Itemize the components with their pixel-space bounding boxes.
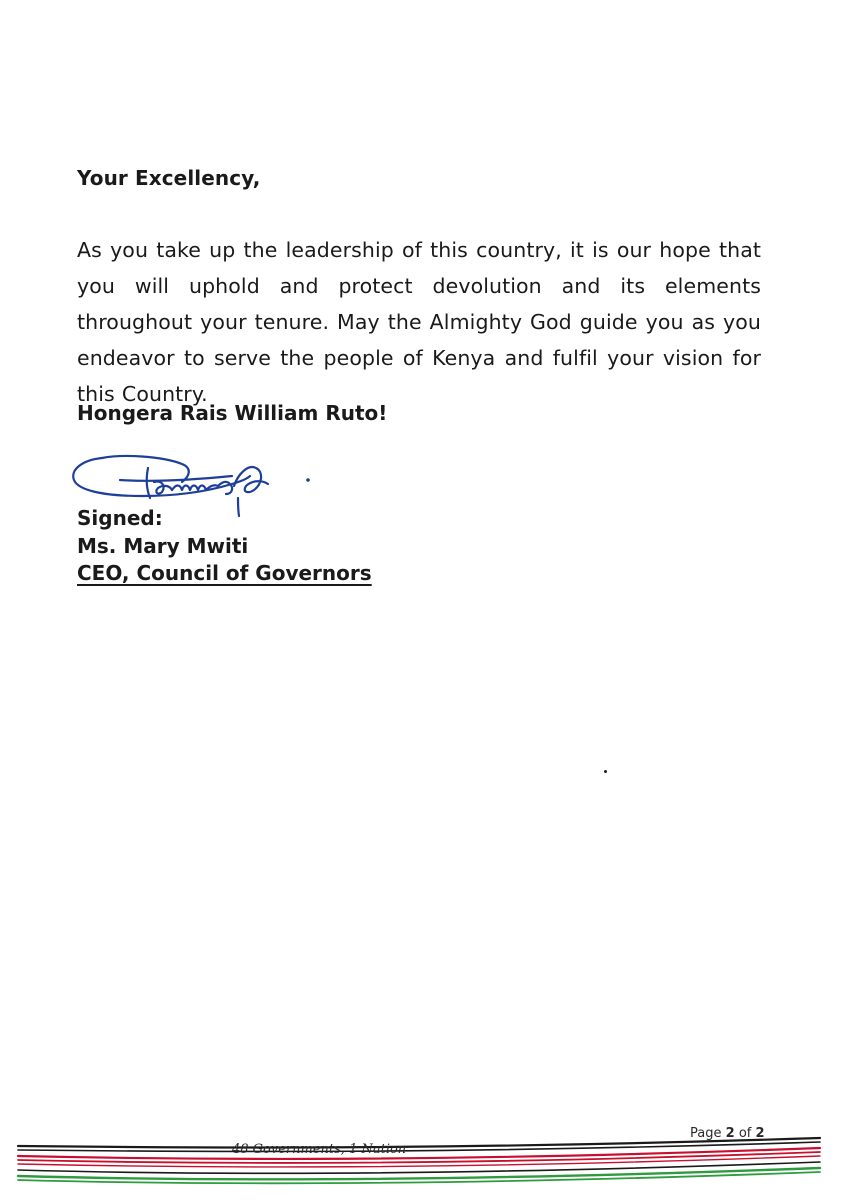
signed-label: Signed: xyxy=(77,506,163,530)
scan-speck xyxy=(604,770,607,773)
signature-block xyxy=(77,505,372,588)
body-paragraph: As you take up the leadership of this country, it is our hope that you will uphold and protect devolution and its elements throughout your tenure. May the Almighty God guide you as you endeavor to serve the people of Kenya and fulfil your vision for this Country. xyxy=(77,238,761,406)
page-total: 2 xyxy=(755,1126,765,1141)
page-of: of xyxy=(738,1126,752,1141)
page-current: 2 xyxy=(725,1126,735,1141)
page-word: Page xyxy=(690,1126,722,1141)
closing-line: Hongera Rais William Ruto! xyxy=(77,401,388,425)
footer-motto: 48 Governments, 1 Nation xyxy=(232,1142,407,1157)
signatory-name: Ms. Mary Mwiti xyxy=(77,533,249,558)
signatory-title: CEO, Council of Governors xyxy=(77,561,372,585)
salutation: Your Excellency, xyxy=(77,166,261,190)
page-number xyxy=(690,1126,765,1141)
